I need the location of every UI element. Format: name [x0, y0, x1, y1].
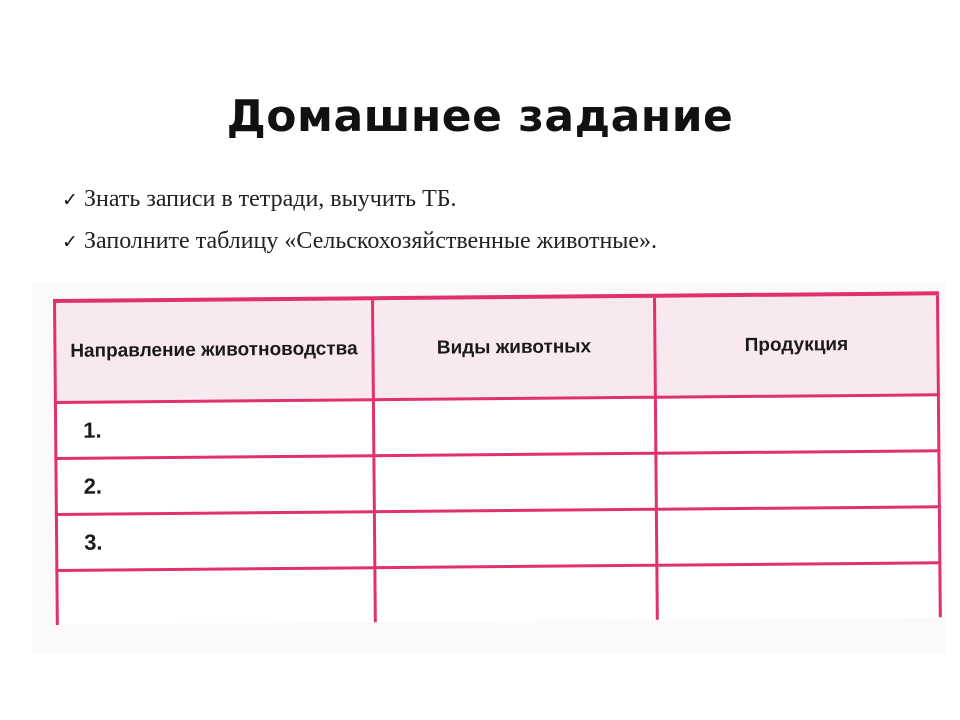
cell-animals	[374, 453, 656, 511]
table-header-row	[55, 293, 939, 402]
cell-animals	[373, 397, 655, 455]
cell-animals	[375, 565, 657, 622]
farm-animals-table	[53, 291, 942, 625]
task-text: Заполните таблицу «Сельскохозяйственные животные».	[84, 228, 658, 254]
row-number: 1.	[55, 400, 373, 459]
row-number	[57, 568, 375, 625]
row-number: 2.	[56, 456, 374, 515]
table-frame	[53, 291, 939, 637]
cell-products	[656, 451, 939, 509]
table-row	[56, 451, 939, 515]
cell-animals	[374, 509, 656, 567]
task-text: Знать записи в тетради, выучить ТБ.	[84, 186, 457, 212]
table-row	[56, 507, 939, 571]
cell-products	[655, 395, 938, 453]
header-direction: Направление животноводства	[55, 298, 374, 402]
table-row	[55, 395, 938, 459]
task-item	[62, 220, 657, 262]
task-item	[62, 178, 657, 220]
check-mark-icon: ✓	[62, 189, 78, 211]
cell-products	[656, 507, 939, 565]
check-mark-icon: ✓	[62, 231, 78, 253]
cell-products	[657, 563, 940, 620]
slide-title: Домашнее задание	[226, 91, 734, 143]
row-number: 3.	[56, 512, 374, 571]
scanned-table-image	[32, 282, 946, 654]
header-products: Продукция	[654, 293, 938, 397]
table-row	[57, 563, 940, 625]
header-animal-types: Виды животных	[373, 296, 656, 400]
task-list	[62, 178, 657, 262]
